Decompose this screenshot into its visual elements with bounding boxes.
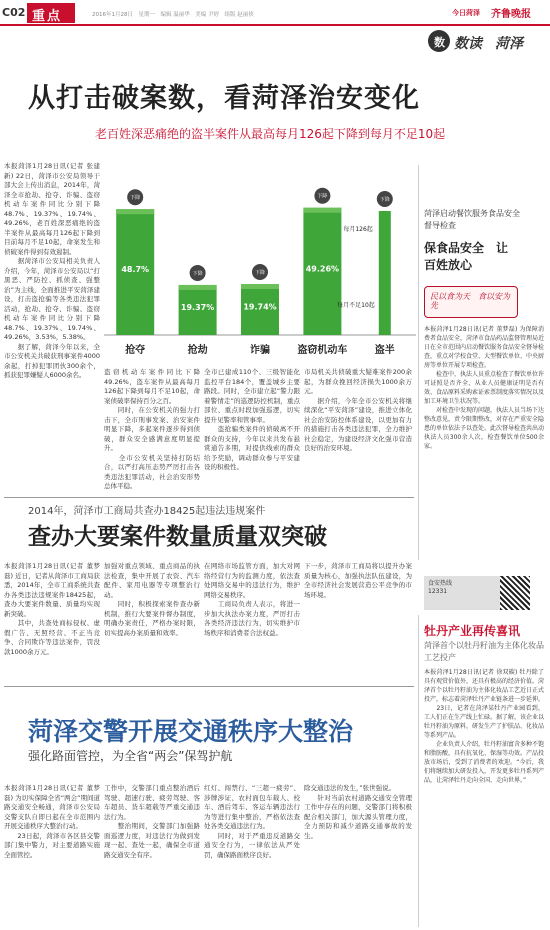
peony-subhead: 菏泽首个以牡丹籽油为主体化妆品工艺投产 [424, 641, 544, 662]
qr-code-icon [500, 576, 530, 610]
page-code: C02 [2, 6, 26, 19]
chart-bar-top [116, 209, 154, 214]
story2-headline: 查办大要案件数量质量双突破 [28, 524, 327, 550]
story1-body-col4: 市局机关共侦破重大疑难案件200余起，为群众挽回经济损失1000余万元。 据介绍，今年全市公安机关将继续深化“平安菏泽”建设，推进立体化社会治安防控体系建设，以更加有力的措施打击各类违法犯罪，全力维护社会稳定，为建设经济文化强市营造良好的治安环境。 [304, 368, 412, 452]
food-seal-text: 民以食为天 食以安为先 [430, 292, 510, 310]
chart-bar [379, 211, 391, 335]
paper-mark: 今日菏泽 [452, 9, 480, 17]
chart-value-label: 49.26% [305, 264, 340, 274]
chart-value-label: 19.37% [180, 302, 215, 312]
chart-category-label: 盗窃机动车 [297, 345, 348, 356]
ad-phone: 食安热线 12331 [428, 580, 453, 595]
story2-body-col3: 在网络市场监管方面，加大对网络经营行为的监测力度，依法查处网络交易中的违法行为，维护网络交易秩序。 工商局负责人表示，将进一步加大执法办案力度，严厉打击各类经济违法行为，切实维护市场秩序和消费者合法权益。 [204, 562, 300, 637]
chart-value-label: 19.74% [243, 302, 277, 312]
story3-headline: 菏泽交警开展交通秩序大整治 [28, 717, 354, 746]
story2-body-col4: 下一步，菏泽市工商局将以提升办案质量为核心，加强执法队伍建设，为全市经济社会发展营造公平竞争的市场环境。 [304, 562, 412, 599]
chart-down-label: 下降 [379, 197, 390, 203]
chart-down-label: 下降 [192, 270, 203, 277]
chart-down-label: 下降 [254, 270, 266, 277]
food-caption: 菏泽启动餐饮服务食品安全督导检查 [424, 209, 520, 230]
section-label: 重点 [32, 9, 63, 24]
food-big-title: 保食品安全 让百姓放心 [424, 241, 509, 272]
food-body: 本报菏泽1月28日讯(记者 董梦磊) 为保障消费者食品安全，菏泽市食品药品监督管理局近日在全市范围内启动餐饮服务食品安全督导检查，重点对学校食堂、大型餐饮单位、中央厨房等单位开展专项检查。 检查中，执法人员重点检查了餐饮单位许可证照是否齐全、从业人员健康证明是否有效、食品原料采购索证索票制度落实情况以及加工环境卫生状况等。 对检查中发现的问题，执法人员当场下达整改意见，责令限期整改，对存在严重安全隐患的单位依法予以查处。此次督导检查共出动执法人员300余人次，检查餐饮单位500余家。 [424, 326, 544, 450]
chart-value-label: 48.7% [121, 265, 150, 275]
story1-body-col2: 盗窃机动车案件同比下降49.26%，盗车案件从最高每月126起下降到每月不足10起，命案侦破率保持百分之百。 同时，在公安机关的强力打击下，全市刑事发案、治安案件明显下降，多起案件逐步得到侦破，群众安全感满意度明显提升。 全市公安机关坚持打防结合，以严打高压态势严厉打击各类违法犯罪活动，社会治安形势总体平稳。 [104, 368, 200, 490]
chart-bar-top [303, 208, 341, 213]
chart-category-label: 抢夺 [125, 345, 146, 356]
story3-body-col3: 红灯、闯禁行、“三超一疲劳”、涉牌涉证、农村面包车载人、校车、酒后驾车、客运车辆违法行为等进行集中整治，严格依法查处各类交通违法行为。 同时，对于严重违反道路交通安全行为，一律依法从严处罚，确保路面秩序良好。 [204, 784, 300, 859]
story1-subhead: 老百姓深恶痛绝的盗半案件从最高每月126起下降到每月不足10起 [95, 127, 446, 141]
story3-body-col1: 本报菏泽1月28日讯(记者 董梦磊) 为切实保障全省“两会”期间道路交通安全畅通，菏泽市公安局交警支队自即日起在全市范围内开展交通秩序大整治行动。 23日起，菏泽市各区县交警部门集中警力，对主要道路实施全面管控。 [4, 784, 100, 859]
chart-category-label: 盗半 [374, 345, 395, 356]
chart-category-label: 诈骗 [250, 345, 270, 356]
chart-bar-top [179, 285, 217, 290]
peony-body: 本报菏泽1月28日讯(记者 徐双碳) 牡丹除了具有观赏价值外，还具有极高的经济价值。菏泽首个以牡丹籽油为主体化妆品工艺近日正式投产，标志着菏泽牡丹产业链条进一步延伸。 23日，记者在菏泽某牡丹产业园看到，工人们正在生产线上忙碌。据了解，该企业以牡丹籽油为原料，研发生产了护肤品、化妆品等系列产品。 企业负责人介绍，牡丹籽油富含多种不饱和脂肪酸，具有抗氧化、保湿等功效。产品投放市场后，受到了消费者的欢迎。“今后，我们将继续加大研发投入，开发更多牡丹系列产品，让菏泽牡丹走向全国、走向世界。” [424, 669, 544, 784]
story1-headline: 从打击破案数，看菏泽治安变化 [28, 83, 420, 114]
chart-annotation: 每月不足10起 [337, 302, 375, 309]
header-rule [0, 24, 550, 26]
story3-body-col4: 除交通违法的发生，”张世强说。 针对当前农村道路交通安全管理工作中存在的问题，交警部门将积极配合相关部门，加大源头管理力度，全力预防和减少道路交通事故的发生。 [304, 784, 412, 840]
chart-category-label: 抢劫 [187, 345, 208, 356]
paper-brand: 齐鲁晚报 [491, 9, 531, 20]
column-brand-prefix: 数读 [454, 36, 482, 52]
chart-down-label: 下降 [130, 195, 141, 202]
chart-down-label: 下降 [317, 193, 328, 200]
crime-chart [104, 150, 416, 363]
story2-body-col1: 本报菏泽1月28日讯(记者 董梦磊) 近日，记者从菏泽市工商局获悉，2014年，全市工商系统共查办各类违法违规案件18425起，查办大要案件数量、质量均实现新突破。 其中，共查处商标侵权、虚假广告、无照经营、不正当竞争、合同欺诈等违法案件，罚没款1000余万元。 [4, 562, 100, 656]
story1-body-col1: 本报菏泽1月28日讯(记者 张建新) 22日，菏泽市公安局领导干部大会上传出消息，2014年，菏泽全市抢劫、抢夺、诈骗、盗窃机动车案件同比分别下降48.7%、19.37%、19.74%、49.26%，老百姓深恶痛绝的盗半案件从最高每月126起下降到目前每月不足10起，命案发生和侦破案件得到有效遏制。 据菏泽市公安局相关负责人介绍，今年，菏泽市公安局以“打黑恶、严防控、抓侦查、强整治”为主线，全面推进平安菏泽建设，打击盗抢骗等各类违法犯罪活动，抢劫、抢夺、诈骗、盗窃机动车案件同比分别下降48.7%、19.37%、19.74%、49.26%，3.53%，5.38%。 据了解，菏泽今年以来，全市公安机关共破获刑事案件4000余起，打掉犯罪团伙300余个，抓获犯罪嫌疑人6000余名。 [4, 162, 100, 379]
chart-bar-top [241, 284, 279, 289]
story1-body-col3: 全市已建成110个、三级智能化监控平台184个，覆盖城乡主要路段。同时，全市建立起“警力跟着警情走”的巡逻防控机制，重点部位、重点时段加强巡逻，切实提升见警率和管事率。 盗抢骗类案件的侦破离不开群众的支持，今年以来共发布悬赏通告多期，对提供线索的群众给予奖励，调动群众参与平安建设的积极性。 [204, 368, 300, 471]
story2-body-col2: 加强对重点领域、重点商品的执法检查，集中开展了农资、汽车配件、家用电器等专项整治行动。 同时，积极探索案件查办新机制，推行大要案件督办制度，明确办案责任，严格办案时限，切实提高办案质量和效率。 [104, 562, 200, 637]
story3-subhead: 强化路面管控，为全省“两会”保驾护航 [28, 749, 233, 763]
column-brand-place: 菏泽 [495, 36, 523, 52]
chart-annotation: 每月126起 [343, 226, 373, 233]
peony-headline: 牡丹产业再传喜讯 [424, 624, 521, 638]
column-logo-letter: 数 [434, 36, 445, 49]
date-info: 2016年1月28日 星期一 编辑 温丽华 美编 尹婷 组版 赵丽侠 [92, 12, 254, 18]
story3-body-col2: 工作中，交警部门重点整治酒后驾驶、超速行驶、疲劳驾驶、客车超员、货车超载等严重交通违法行为。 整治期间，交警部门加强路面巡逻力度，对违法行为做到发现一起、查处一起，确保全市道路交通安全有序。 [104, 784, 200, 859]
story2-kicker: 2014年，菏泽市工商局共查办18425起违法违规案件 [28, 506, 266, 517]
